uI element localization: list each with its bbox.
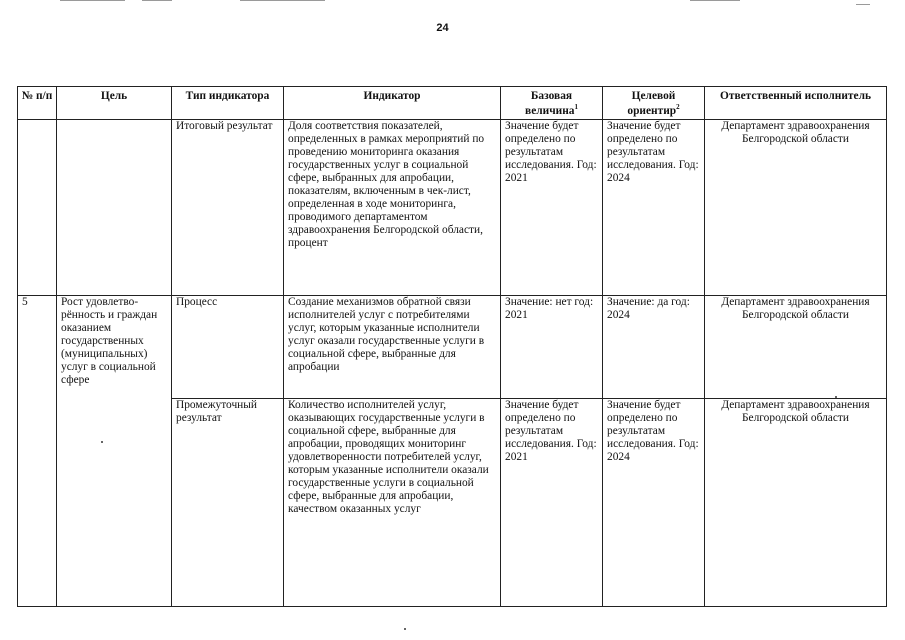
page-number: 24 — [436, 22, 449, 34]
cell-indicator: Количество исполнителей услуг, оказывающих государственные услуги в социальной сфере, выбранные для апробации, проводящих мониторинг удовлетворенности потребителей услуг, которым указанные исполнители оказали государственные услуги в социальной сфере, выбранные для апробации, качеством оказанных услуг — [284, 399, 501, 607]
scan-artifact — [240, 0, 325, 1]
scan-speck — [404, 628, 406, 630]
cell-responsible: Департамент здравоохранения Белгородской области — [705, 399, 887, 607]
cell-responsible: Департамент здравоохранения Белгородской области — [705, 120, 887, 296]
scan-speck — [101, 441, 103, 443]
cell-goal: Рост удовлетво-рённость и граждан оказанием государственных (муниципальных) услуг в социальной сфере — [57, 296, 172, 607]
header-base: Базовая величина$^1$ — [501, 87, 603, 120]
cell-type: Промежуточный результат — [172, 399, 284, 607]
cell-base: Значение будет определено по результатам исследования. Год: 2021 — [501, 120, 603, 296]
scan-artifact — [60, 0, 125, 1]
indicators-table — [17, 86, 887, 607]
cell-num — [18, 120, 57, 296]
cell-base: Значение: нет год: 2021 — [501, 296, 603, 399]
header-target: Целевой ориентир$^2$ — [603, 87, 705, 120]
header-type: Тип индикатора — [172, 87, 284, 120]
table-row — [18, 296, 887, 399]
header-num: № п/п — [18, 87, 57, 120]
table-header-row — [18, 87, 887, 120]
cell-base: Значение будет определено по результатам исследования. Год: 2021 — [501, 399, 603, 607]
cell-target: Значение: да год: 2024 — [603, 296, 705, 399]
cell-responsible: Департамент здравоохранения Белгородской области — [705, 296, 887, 399]
scan-artifact — [142, 0, 172, 1]
scan-speck — [835, 396, 837, 398]
cell-target: Значение будет определено по результатам исследования. Год: 2024 — [603, 120, 705, 296]
cell-goal — [57, 120, 172, 296]
footnote-marker: 1 — [574, 103, 578, 112]
cell-type: Процесс — [172, 296, 284, 399]
cell-indicator: Доля соответствия показателей, определенных в рамках мероприятий по проведению мониторинга оказания государственных услуг в социальной сфере, выбранных для апробации, показателям, включенным в чек-лист, определенная в ходе мониторинга, проводимого департаментом здравоохранения Белгородской области, процент — [284, 120, 501, 296]
footnote-marker: 2 — [676, 103, 680, 112]
cell-num: 5 — [18, 296, 57, 607]
header-indicator: Индикатор — [284, 87, 501, 120]
cell-indicator: Создание механизмов обратной связи исполнителей услуг с потребителями услуг, которым указанные исполнители услуг оказали государственные услуги в социальной сфере, выбранные для апробации — [284, 296, 501, 399]
cell-type: Итоговый результат — [172, 120, 284, 296]
scan-artifact — [856, 4, 870, 5]
header-responsible: Ответственный исполнитель — [705, 87, 887, 120]
scan-artifact — [690, 0, 740, 1]
header-goal: Цель — [57, 87, 172, 120]
cell-target: Значение будет определено по результатам исследования. Год: 2024 — [603, 399, 705, 607]
table-row — [18, 120, 887, 296]
